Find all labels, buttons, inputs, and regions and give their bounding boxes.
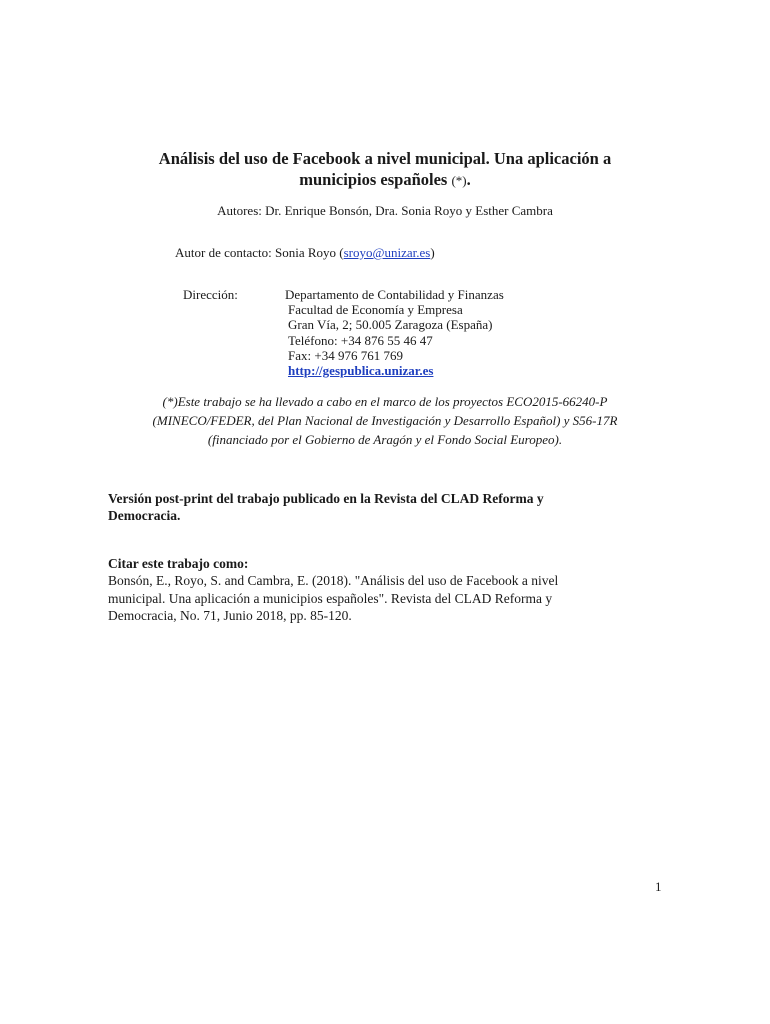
- funding-note: [110, 392, 660, 449]
- title-line-1: Análisis del uso de Facebook a nivel municipal. Una aplicación a: [158, 149, 612, 168]
- address-line-phone: Teléfono: +34 876 55 46 47: [288, 332, 433, 348]
- citation-line-1: Bonsón, E., Royo, S. and Cambra, E. (2018). "Análisis del uso de Facebook a nivel: [108, 573, 559, 588]
- address-line-street: Gran Vía, 2; 50.005 Zaragoza (España): [288, 317, 493, 333]
- postprint-line-2: Democracia.: [108, 508, 181, 523]
- funding-note-line-2: (MINECO/FEDER, del Plan Nacional de Investigación y Desarrollo Español) y S56-17R: [152, 413, 618, 428]
- title-footnote-marker: (*): [451, 173, 467, 188]
- document-title: [110, 148, 660, 191]
- funding-note-line-1: (*)Este trabajo se ha llevado a cabo en el marco de los proyectos ECO2015-66240-P: [162, 394, 608, 409]
- website-link[interactable]: http://gespublica.unizar.es: [288, 363, 434, 379]
- address-line-website: [285, 363, 504, 378]
- funding-note-line-3: (financiado por el Gobierno de Aragón y el Fondo Social Europeo).: [207, 432, 563, 447]
- title-period: .: [466, 170, 471, 189]
- postprint-notice: [108, 490, 628, 524]
- postprint-line-1: Versión post-print del trabajo publicado en la Revista del CLAD Reforma y: [108, 491, 544, 506]
- authors-line: Autores: Dr. Enrique Bonsón, Dra. Sonia Royo y Esther Cambra: [217, 203, 553, 218]
- address-line-fax: Fax: +34 976 761 769: [288, 347, 403, 363]
- title-line-2: [110, 169, 660, 191]
- title-line-2-text: municipios españoles: [299, 170, 448, 189]
- contact-suffix: ): [430, 245, 435, 260]
- contact-email-link[interactable]: sroyo@unizar.es: [343, 245, 431, 260]
- address-line-faculty: Facultad de Economía y Empresa: [288, 302, 463, 318]
- citation-heading: Citar este trabajo como:: [108, 556, 249, 571]
- contact-prefix: Autor de contacto: Sonia Royo (: [175, 245, 344, 260]
- address-label: Dirección:: [183, 287, 238, 302]
- citation-line-2: municipal. Una aplicación a municipios españoles". Revista del CLAD Reforma y: [108, 590, 553, 606]
- page-number: 1: [655, 879, 662, 894]
- address-line-department: Departamento de Contabilidad y Finanzas: [285, 287, 504, 302]
- citation-text: [108, 572, 608, 625]
- address-block: [285, 287, 504, 378]
- citation-line-3: Democracia, No. 71, Junio 2018, pp. 85-120.: [108, 608, 352, 623]
- contact-author: [175, 245, 435, 261]
